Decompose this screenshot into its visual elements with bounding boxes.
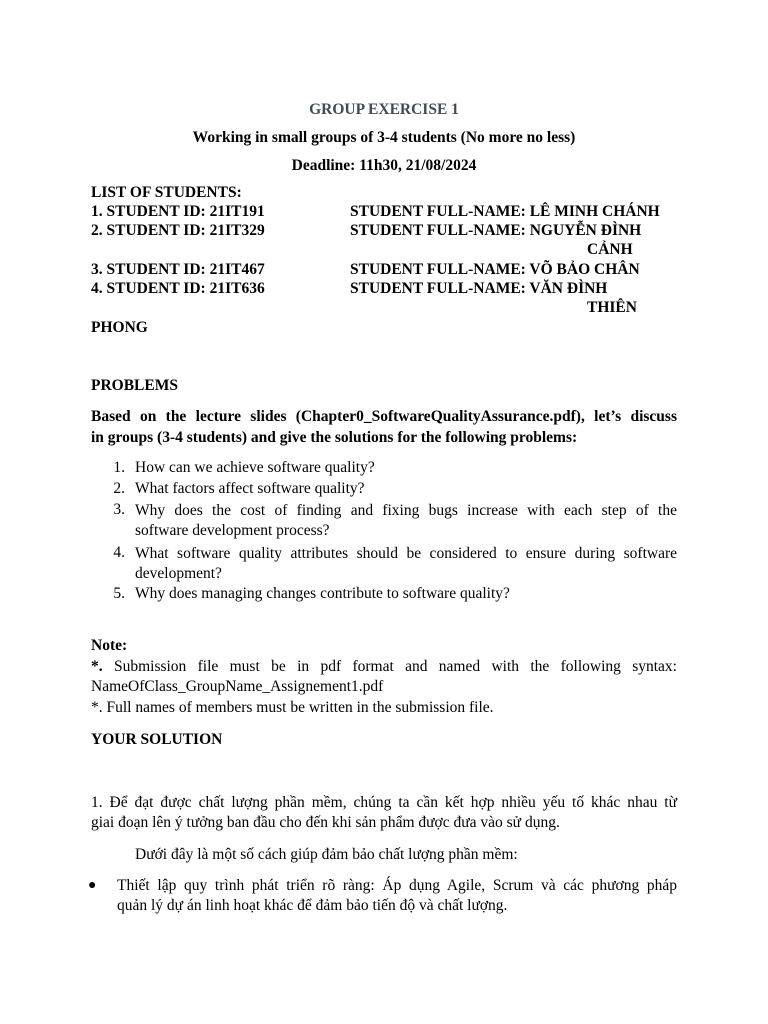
problem-text-4: What software quality attributes should be considered to ensure during software [135, 545, 677, 562]
students-trailing-text: PHONG [91, 319, 148, 336]
students-heading: LIST OF STUDENTS: [91, 184, 242, 201]
note-item-1-text: Submission file must be in pdf format and named with the following syntax: [102, 658, 677, 675]
solution-paragraph-1-cont: giai đoạn lên ý tưởng ban đầu cho đến khi sản phẩm được đưa vào sử dụng. [91, 814, 560, 831]
problem-text-3-cont: software development process? [135, 522, 330, 539]
bullet-icon: ● [88, 878, 97, 893]
solution-bullet-1: Thiết lập quy trình phát triển rõ ràng: Áp dụng Agile, Scrum và các phương pháp [117, 877, 677, 894]
student-name-4: STUDENT FULL-NAME: VĂN ĐÌNH [350, 280, 608, 297]
solution-paragraph-1: 1. Để đạt được chất lượng phần mềm, chúng ta cần kết hợp nhiều yếu tố khác nhau từ [91, 794, 677, 811]
problems-intro-line-2: in groups (3-4 students) and give the solutions for the following problems: [91, 429, 578, 446]
student-name-2: STUDENT FULL-NAME: NGUYỄN ĐÌNH [350, 222, 642, 239]
problem-number-2: 2. [113, 480, 125, 497]
problem-number-1: 1. [113, 459, 125, 476]
solution-bullet-1-cont: quản lý dự án linh hoạt khác để đảm bảo tiến độ và chất lượng. [117, 897, 508, 914]
deadline: Deadline: 11h30, 21/08/2024 [291, 157, 477, 174]
problems-heading: PROBLEMS [91, 377, 178, 394]
solution-heading: YOUR SOLUTION [91, 731, 223, 748]
student-name-3: STUDENT FULL-NAME: VÕ BẢO CHÂN [350, 261, 640, 278]
student-name-1: STUDENT FULL-NAME: LÊ MINH CHÁNH [350, 203, 660, 220]
problem-number-3: 3. [113, 501, 125, 518]
note-item-1-mark: *. [91, 658, 103, 675]
problem-number-4: 4. [113, 544, 125, 561]
problem-text-1: How can we achieve software quality? [135, 459, 375, 476]
student-name-2-cont: CẢNH [587, 241, 633, 258]
solution-paragraph-2: Dưới đây là một số cách giúp đảm bảo chất lượng phần mềm: [135, 846, 518, 863]
student-id-3: 3. STUDENT ID: 21IT467 [91, 261, 265, 278]
student-id-4: 4. STUDENT ID: 21IT636 [91, 280, 265, 297]
problem-number-5: 5. [113, 585, 125, 602]
student-name-4-cont: THIÊN [587, 299, 637, 316]
problems-intro-line-1: Based on the lecture slides (Chapter0_SoftwareQualityAssurance.pdf), let’s discuss [91, 408, 677, 425]
document-title: GROUP EXERCISE 1 [309, 101, 459, 118]
problem-text-3: Why does the cost of finding and fixing bugs increase with each step of the [135, 502, 677, 519]
problem-text-2: What factors affect software quality? [135, 480, 365, 497]
problem-text-5: Why does managing changes contribute to software quality? [135, 585, 510, 602]
note-item-1-filename: NameOfClass_GroupName_Assignement1.pdf [91, 678, 384, 695]
problem-text-4-cont: development? [135, 565, 222, 582]
note-heading: Note: [91, 637, 128, 654]
student-id-2: 2. STUDENT ID: 21IT329 [91, 222, 265, 239]
note-item-1 [91, 656, 677, 677]
note-item-2: *. Full names of members must be written in the submission file. [91, 699, 494, 716]
document-subtitle: Working in small groups of 3-4 students (No more no less) [192, 129, 576, 146]
student-id-1: 1. STUDENT ID: 21IT191 [91, 203, 265, 220]
